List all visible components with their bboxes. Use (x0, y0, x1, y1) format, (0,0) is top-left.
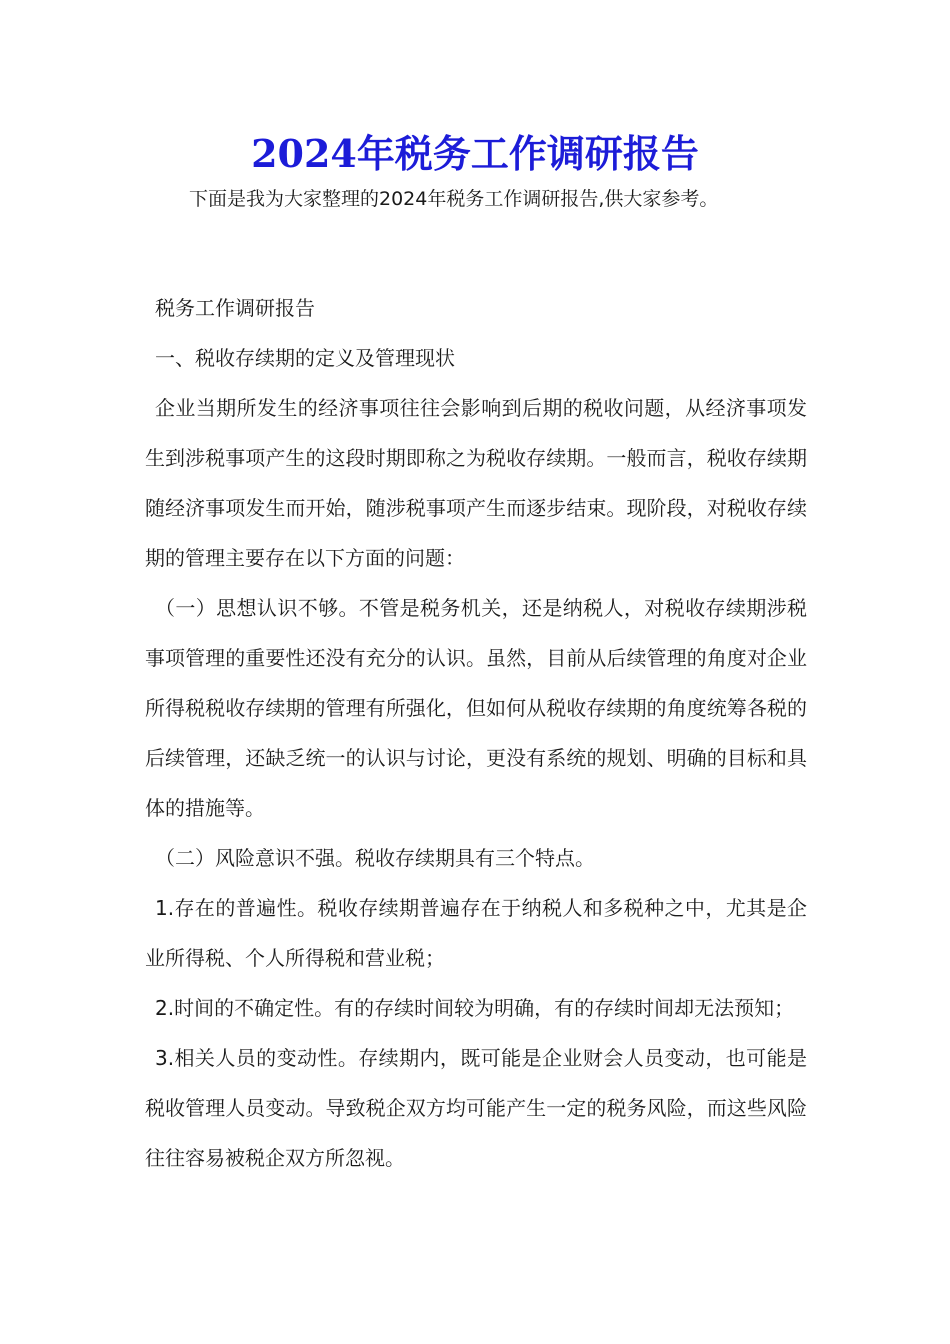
body-paragraph: 企业当期所发生的经济事项往往会影响到后期的税收问题，从经济事项发生到涉税事项产生的这段时期即称之为税收存续期。一般而言，税收存续期随经济事项发生而开始，随涉税事项产生而逐步结束。现阶段，对税收存续期的管理主要存在以下方面的问题： (145, 396, 807, 570)
section-heading: 税务工作调研报告 (155, 296, 315, 320)
document-subtitle: 下面是我为大家整理的2024年税务工作调研报告,供大家参考。 (189, 188, 719, 210)
document-body (145, 283, 807, 1183)
document-title: 2024年税务工作调研报告 (251, 131, 699, 176)
list-item: 3.相关人员的变动性。存续期内，既可能是企业财会人员变动，也可能是税收管理人员变动。导致税企双方均可能产生一定的税务风险，而这些风险往往容易被税企双方所忽视。 (145, 1046, 807, 1170)
body-paragraph: （一）思想认识不够。不管是税务机关，还是纳税人，对税收存续期涉税事项管理的重要性还没有充分的认识。虽然，目前从后续管理的角度对企业所得税税收存续期的管理有所强化，但如何从税收存续期的角度统筹各税的后续管理，还缺乏统一的认识与讨论，更没有系统的规划、明确的目标和具体的措施等。 (145, 596, 807, 820)
subsection-heading: 一、税收存续期的定义及管理现状 (155, 346, 455, 370)
list-item: 1.存在的普遍性。税收存续期普遍存在于纳税人和多税种之中，尤其是企业所得税、个人所得税和营业税； (145, 896, 807, 970)
body-paragraph: （二）风险意识不强。税收存续期具有三个特点。 (155, 846, 595, 870)
list-item: 2.时间的不确定性。有的存续时间较为明确，有的存续时间却无法预知； (155, 996, 795, 1020)
